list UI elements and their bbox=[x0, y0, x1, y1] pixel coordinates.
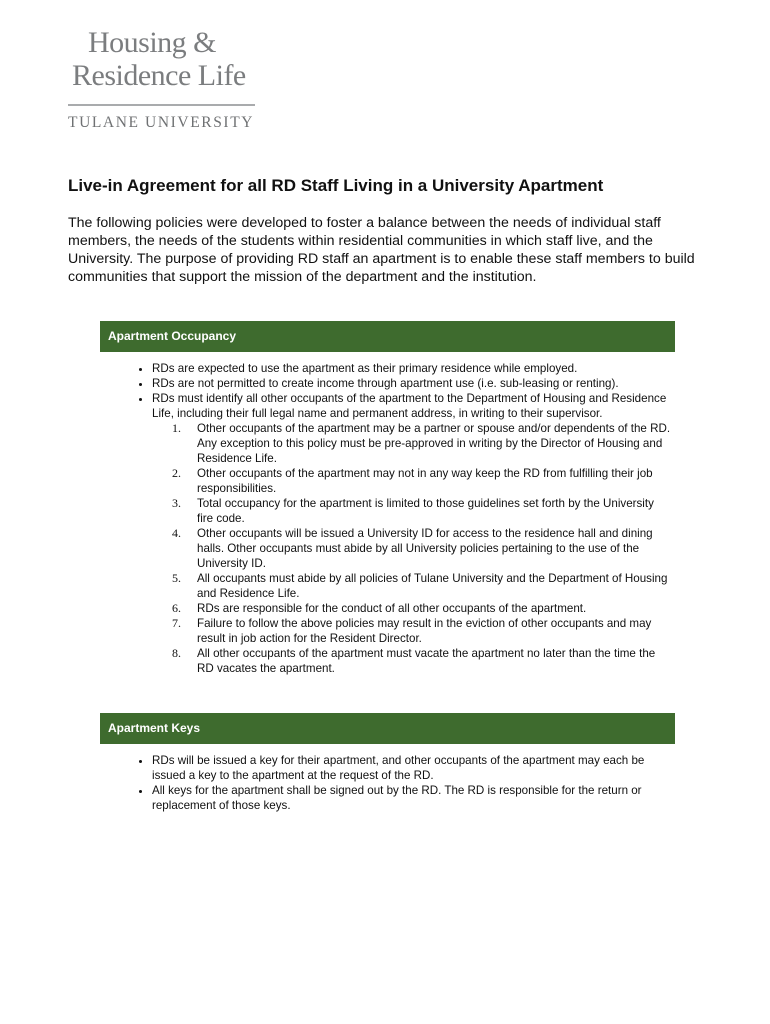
list-item: • RDs will be issued a key for their apartment, and other occupants of the apartment may each be issued a key to the apartment at the request of the RD. bbox=[152, 753, 673, 783]
sub-list-item: Other occupants of the apartment may not in any way keep the RD from fulfilling their job responsibilities. bbox=[197, 467, 653, 495]
document-title: Live-in Agreement for all RD Staff Living in a University Apartment bbox=[68, 176, 604, 195]
sub-list-item: Total occupancy for the apartment is limited to those guidelines set forth by the University fire code. bbox=[197, 497, 654, 525]
logo-divider bbox=[68, 104, 255, 106]
list-item bbox=[152, 391, 673, 676]
section-heading-apartment-keys: Apartment Keys bbox=[100, 713, 675, 744]
occupancy-bullet-list bbox=[108, 361, 673, 676]
list-item-text: RDs must identify all other occupants of the apartment to the Department of Housing and Residence Life, including their full legal name and permanent address, in writing to their supervisor. bbox=[152, 392, 667, 420]
sub-list-item: Failure to follow the above policies may result in the eviction of other occupants and may result in job action for the Resident Director. bbox=[197, 617, 652, 645]
logo-line-residence-life: Residence Life bbox=[72, 59, 246, 92]
list-item: • RDs are expected to use the apartment as their primary residence while employed. bbox=[152, 361, 673, 376]
logo-line-housing: Housing & bbox=[88, 26, 217, 59]
intro-paragraph: The following policies were developed to foster a balance between the needs of individual staff members, the needs of the students within residential communities in which staff live, and the University. The purpose of providing RD staff an apartment is to enable these staff members to build communities that support the mission of the department and the institution. bbox=[68, 215, 695, 285]
sub-list-item: All other occupants of the apartment must vacate the apartment no later than the time the RD vacates the apartment. bbox=[197, 647, 656, 675]
sub-list-item: All occupants must abide by all policies of Tulane University and the Department of Housing and Residence Life. bbox=[197, 572, 668, 600]
housing-logo bbox=[68, 26, 258, 132]
section-heading-apartment-occupancy: Apartment Occupancy bbox=[100, 321, 675, 352]
list-item: • RDs are not permitted to create income through apartment use (i.e. sub-leasing or renting). bbox=[152, 376, 673, 391]
sub-list-item: Other occupants will be issued a University ID for access to the residence hall and dining halls. Other occupants must abide by all University policies pertaining to the use of the University ID. bbox=[197, 527, 653, 570]
occupancy-sub-list bbox=[152, 421, 673, 676]
logo-university: TULANE UNIVERSITY bbox=[68, 114, 255, 131]
sub-list-item: Other occupants of the apartment may be a partner or spouse and/or dependents of the RD. Any exception to this policy must be pre-approved in writing by the Director of Housing and Residence Life. bbox=[197, 422, 671, 465]
keys-bullet-list bbox=[108, 753, 673, 813]
sub-list-item: RDs are responsible for the conduct of all other occupants of the apartment. bbox=[197, 602, 587, 615]
list-item: • All keys for the apartment shall be signed out by the RD. The RD is responsible for the return or replacement of those keys. bbox=[152, 783, 673, 813]
